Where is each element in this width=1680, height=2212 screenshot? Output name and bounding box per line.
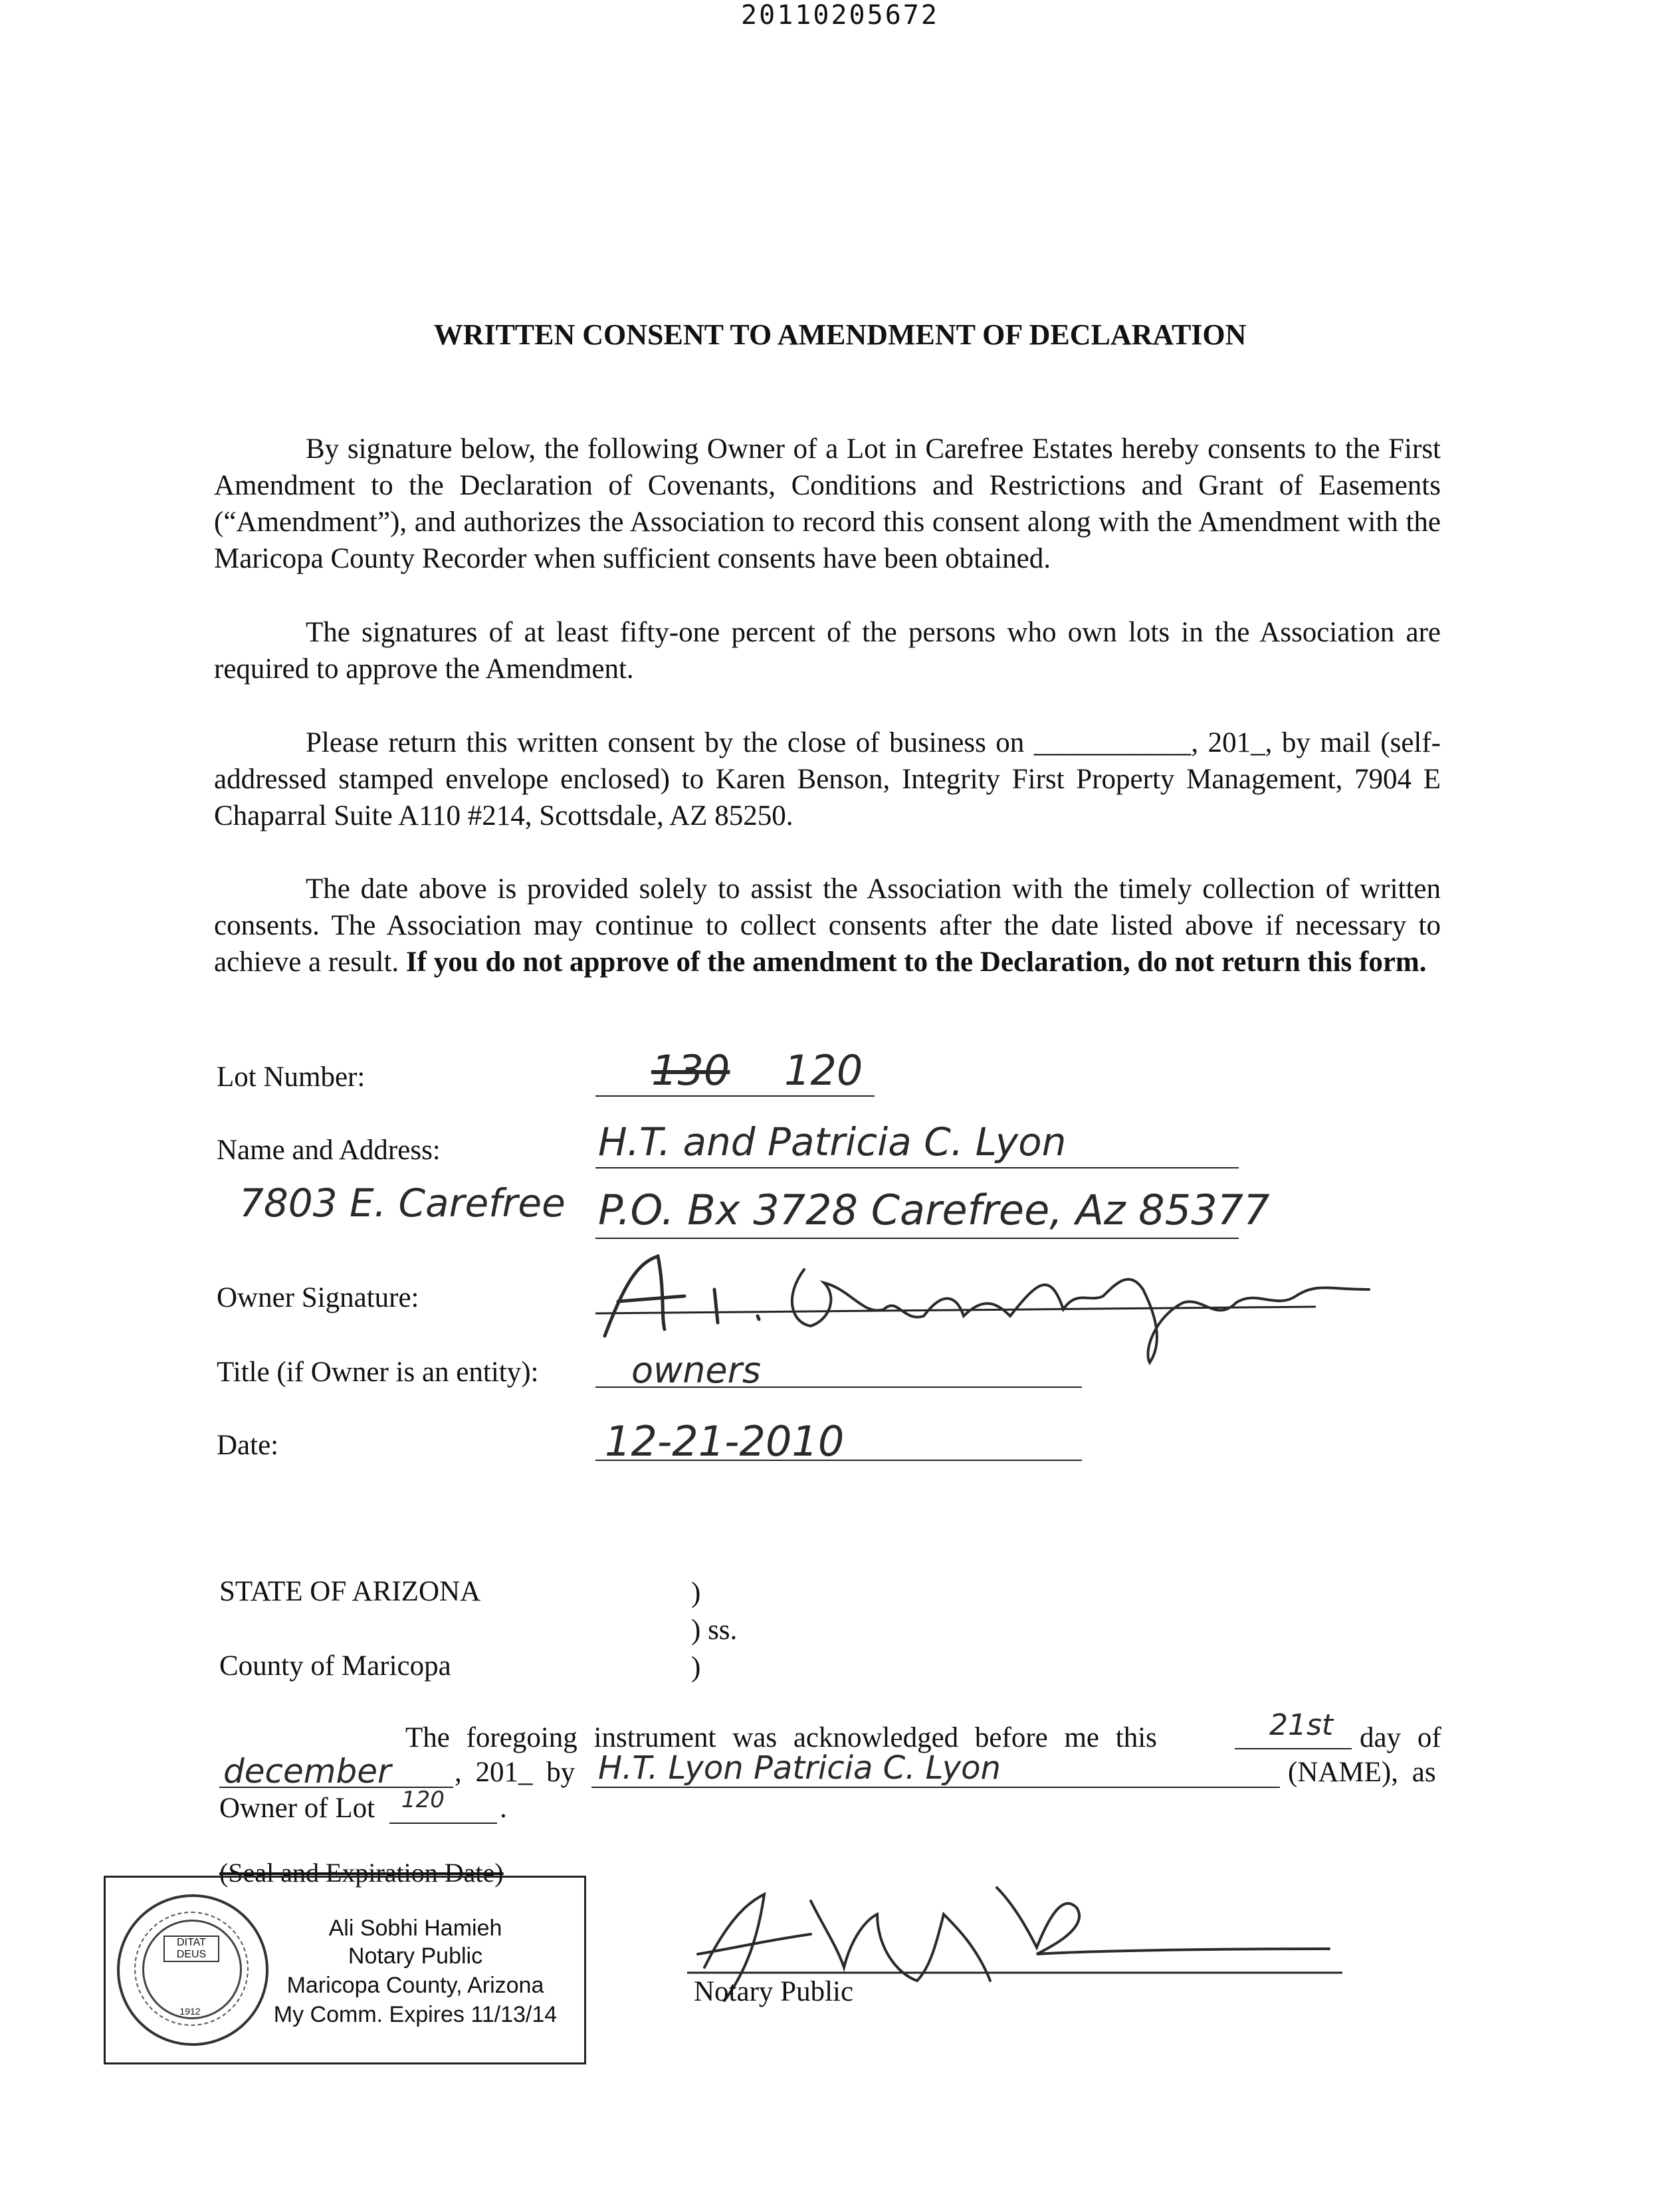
owner-of-lot-label: Owner of Lot bbox=[219, 1793, 375, 1824]
lot-number-label: Lot Number: bbox=[217, 1061, 366, 1093]
approval-requirement-paragraph bbox=[214, 614, 1441, 687]
date-notice-normal: The date above is provided solely to assist the Association with the timely collection of written consents. The Association may continue to collect consents after the date listed above if necessary to achieve a result. bbox=[214, 873, 1441, 978]
venue-paren-1: ) bbox=[691, 1577, 701, 1608]
seal-inner-circle bbox=[142, 1920, 242, 2019]
approval-requirement-text: The signatures of at least fifty-one percent of the persons who own lots in the Association are required to approve the Amendment. bbox=[214, 617, 1441, 685]
owner-of-lot-period: . bbox=[500, 1793, 507, 1824]
seal-expiration-label: (Seal and Expiration Date) bbox=[219, 1858, 504, 1888]
seal-year: 1912 bbox=[179, 2006, 201, 2017]
date-line bbox=[595, 1460, 1082, 1461]
name-line bbox=[595, 1167, 1239, 1168]
owner-lot-line bbox=[389, 1823, 497, 1824]
stamp-notary-name: Ali Sobhi Hamieh bbox=[328, 1916, 502, 1941]
title-value: owners bbox=[631, 1349, 761, 1391]
county-label: County of Maricopa bbox=[219, 1650, 451, 1682]
title-label: Title (if Owner is an entity): bbox=[217, 1357, 539, 1388]
consent-paragraph bbox=[214, 431, 1441, 577]
notary-public-label: Notary Public bbox=[694, 1976, 854, 2007]
acknowledgment-day-value: 21st bbox=[1269, 1708, 1334, 1742]
date-notice-bold: If you do not approve of the amendment to the Declaration, do not return this form. bbox=[405, 946, 1427, 978]
lot-number-struck: 130 bbox=[651, 1046, 730, 1095]
owner-of-lot-value: 120 bbox=[401, 1787, 445, 1813]
acknowledgment-name-suffix: (NAME), as bbox=[1288, 1757, 1436, 1788]
address-margin-note: 7803 E. Carefree bbox=[239, 1180, 566, 1226]
acknowledgment-month-value: december bbox=[223, 1752, 391, 1791]
venue-paren-3: ) bbox=[691, 1652, 701, 1683]
owner-signature-label: Owner Signature: bbox=[217, 1282, 419, 1313]
name-address-label: Name and Address: bbox=[217, 1135, 441, 1166]
ack-name-line bbox=[591, 1787, 1280, 1788]
document-title: WRITTEN CONSENT TO AMENDMENT OF DECLARATION bbox=[433, 318, 1247, 351]
notary-signature-graphic bbox=[678, 1874, 1356, 2034]
return-instructions-text: Please return this written consent by the close of business on ___________, 201_, by mail (self-addressed stamped envelope enclosed) to Karen Benson, Integrity First Property Management, 7904 E Chaparral Suite A110 #214, Scottsdale, AZ 85250. bbox=[214, 727, 1441, 831]
lot-number-struck-value bbox=[651, 1046, 730, 1095]
venue-paren-ss: ) ss. bbox=[691, 1614, 738, 1646]
acknowledgment-text: The foregoing instrument was acknowledged before me this bbox=[405, 1722, 1157, 1753]
name-value: H.T. and Patricia C. Lyon bbox=[598, 1119, 1067, 1164]
date-notice-text bbox=[214, 871, 1441, 980]
state-label: STATE OF ARIZONA bbox=[219, 1576, 481, 1607]
date-value: 12-21-2010 bbox=[605, 1417, 845, 1466]
lot-number-value: 120 bbox=[784, 1046, 863, 1095]
stamp-notary-county: Maricopa County, Arizona bbox=[286, 1973, 544, 1998]
return-instructions-paragraph bbox=[214, 724, 1441, 834]
date-label: Date: bbox=[217, 1430, 279, 1461]
title-line bbox=[595, 1386, 1082, 1388]
stamp-commission-expires: My Comm. Expires 11/13/14 bbox=[273, 2002, 558, 2027]
date-notice-paragraph bbox=[214, 871, 1441, 980]
address-line bbox=[595, 1238, 1239, 1239]
day-of-label: day of bbox=[1360, 1722, 1441, 1753]
consent-paragraph-text: By signature below, the following Owner of a Lot in Carefree Estates hereby consents to the First Amendment to the Declaration of Covenants, Conditions and Restrictions and Grant of Easements (“Amendment”), and authorizes the Association to record this consent along with the Amendment with the Maricopa County Recorder when sufficient consents have been obtained. bbox=[214, 433, 1441, 574]
day-line bbox=[1235, 1748, 1352, 1749]
lot-number-line bbox=[595, 1095, 875, 1097]
seal-motto: DITAT DEUS bbox=[163, 1936, 219, 1962]
address-value: P.O. Bx 3728 Carefree, Az 85377 bbox=[598, 1186, 1270, 1234]
stamp-notary-title: Notary Public bbox=[348, 1943, 483, 1969]
acknowledgment-year-text: , 201_ by bbox=[455, 1757, 576, 1788]
acknowledgment-name-value: H.T. Lyon Patricia C. Lyon bbox=[598, 1749, 1001, 1787]
document-number: 20110205672 bbox=[741, 0, 939, 31]
